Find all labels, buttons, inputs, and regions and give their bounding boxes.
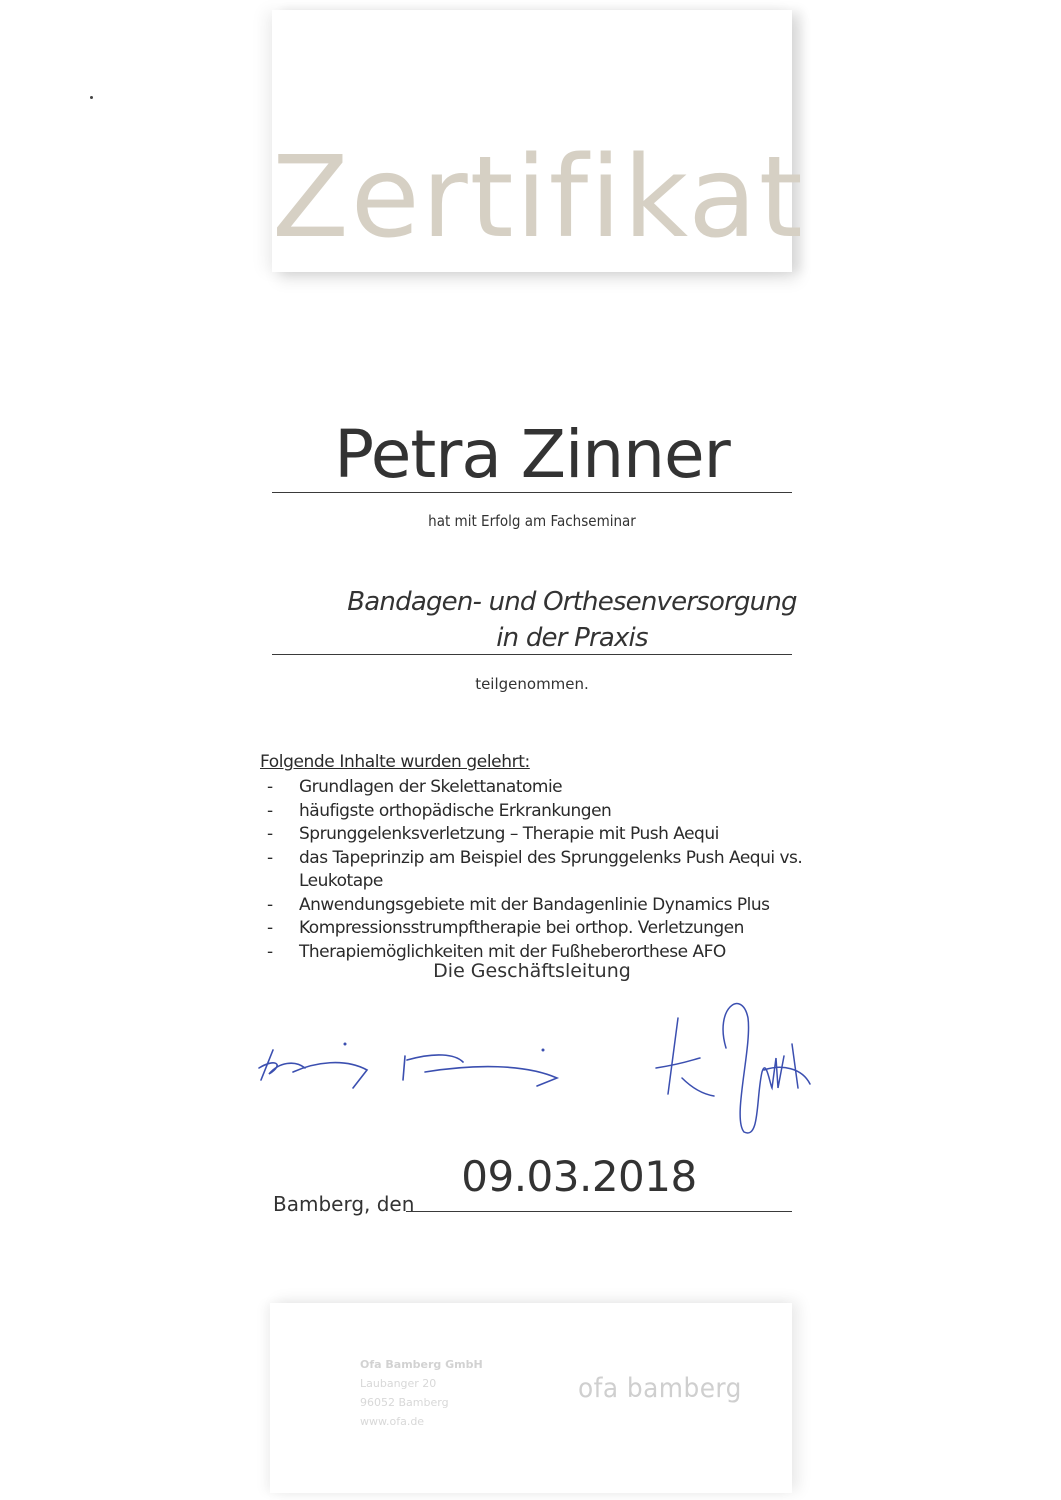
address-city: 96052 Bamberg bbox=[360, 1396, 449, 1409]
company-name: Ofa Bamberg GmbH bbox=[360, 1358, 483, 1371]
brand-logo-text: ofa bamberg bbox=[578, 1373, 742, 1404]
signature-right bbox=[652, 988, 812, 1138]
topic-text: häufigste orthopädische Erkrankungen bbox=[299, 800, 612, 821]
company-website: www.ofa.de bbox=[360, 1415, 425, 1428]
completion-text: teilgenommen. bbox=[475, 675, 589, 693]
course-title-line1: Bandagen- und Orthesenversorgung bbox=[347, 587, 797, 617]
footer-card bbox=[270, 1303, 792, 1493]
management-label: Die Geschäftsleitung bbox=[433, 960, 631, 982]
course-title bbox=[272, 584, 872, 656]
topic-text: das Tapeprinzip am Beispiel des Sprunggelenks Push Aequi vs. Leukotape bbox=[299, 847, 803, 891]
recipient-name: Petra Zinner bbox=[334, 416, 730, 493]
topic-text: Therapiemöglichkeiten mit der Fußheberorthese AFO bbox=[299, 941, 726, 962]
bullet-dash: - bbox=[267, 918, 273, 938]
signature-stroke bbox=[656, 1004, 810, 1133]
issue-place-label: Bamberg, den bbox=[273, 1192, 415, 1216]
certificate-title: Zertifikat bbox=[272, 133, 805, 263]
bullet-dash: - bbox=[267, 894, 273, 915]
topic-text: Anwendungsgebiete mit der Bandagenlinie Dynamics Plus bbox=[299, 894, 770, 915]
title-card bbox=[272, 10, 805, 272]
intro-text: hat mit Erfolg am Fachseminar bbox=[428, 512, 636, 530]
bullet-dash: - bbox=[267, 847, 273, 868]
bullet-dash: - bbox=[267, 824, 273, 844]
signature-stroke bbox=[259, 1050, 557, 1088]
topic-item bbox=[260, 776, 880, 800]
signature-dot bbox=[344, 1043, 347, 1046]
topic-text: Grundlagen der Skelettanatomie bbox=[299, 777, 563, 797]
topic-item bbox=[260, 917, 880, 941]
signature-left bbox=[255, 1038, 565, 1093]
bullet-dash: - bbox=[267, 800, 273, 821]
course-underline bbox=[272, 654, 792, 655]
topics-section bbox=[260, 750, 880, 964]
topic-text: Kompressionsstrumpftherapie bei orthop. Verletzungen bbox=[299, 918, 744, 938]
topic-item bbox=[260, 800, 880, 824]
topic-item bbox=[260, 894, 880, 918]
topic-item bbox=[260, 847, 880, 894]
topics-list bbox=[260, 776, 880, 964]
bullet-dash: - bbox=[267, 941, 273, 962]
topic-item bbox=[260, 823, 880, 847]
topic-text: Sprunggelenksverletzung – Therapie mit Push Aequi bbox=[299, 824, 719, 844]
signature-dot bbox=[542, 1049, 545, 1052]
course-title-line2: in der Praxis bbox=[496, 623, 648, 653]
topics-heading: Folgende Inhalte wurden gelehrt: bbox=[260, 752, 530, 772]
scan-speck bbox=[90, 96, 93, 99]
company-address bbox=[360, 1355, 483, 1431]
date-underline bbox=[406, 1211, 792, 1212]
bullet-dash: - bbox=[267, 777, 273, 797]
address-street: Laubanger 20 bbox=[360, 1377, 437, 1390]
issue-date: 09.03.2018 bbox=[461, 1152, 697, 1201]
name-underline bbox=[272, 492, 792, 493]
